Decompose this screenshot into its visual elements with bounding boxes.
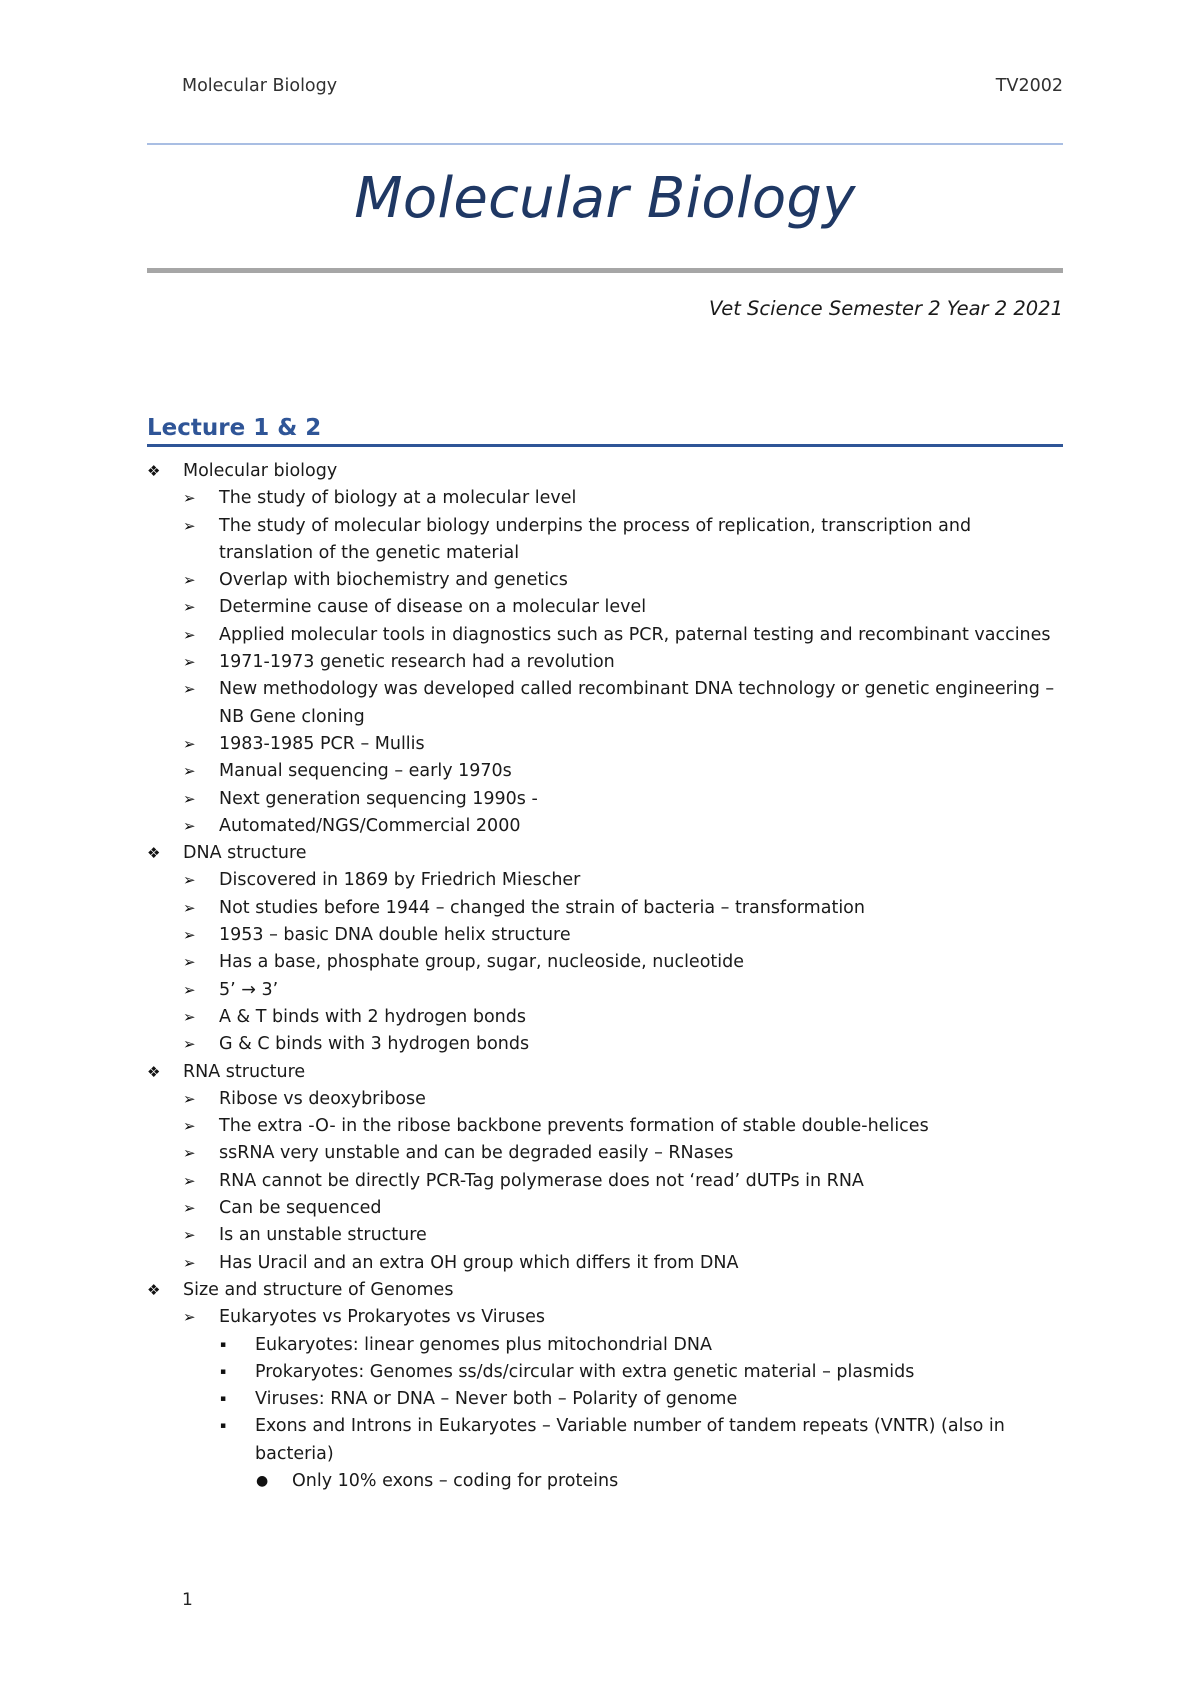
list-item-text: Is an unstable structure [219,1225,427,1246]
list-item [147,1250,1063,1277]
notes-content [147,458,1063,1495]
list-item [147,1168,1063,1195]
list-item [147,622,1063,649]
list-item-text: 1971-1973 genetic research had a revolution [219,652,615,673]
arrowhead-bullet-icon: ➢ [183,1035,196,1054]
arrowhead-bullet-icon: ➢ [183,1117,196,1136]
arrowhead-bullet-icon: ➢ [183,953,196,972]
arrowhead-bullet-icon: ➢ [183,516,196,535]
arrowhead-bullet-icon: ➢ [183,1199,196,1218]
list-item-text: Viruses: RNA or DNA – Never both – Polarity of genome [255,1389,738,1410]
running-header-course-code: TV2002 [995,76,1063,96]
list-item [147,1359,1063,1386]
list-item [147,676,1063,731]
list-item [147,1031,1063,1058]
list-item [147,1086,1063,1113]
list-item [147,813,1063,840]
list-item-text: The study of molecular biology underpins the process of replication, transcription and translation of the genetic material [219,515,972,563]
list-item [147,649,1063,676]
arrowhead-bullet-icon: ➢ [183,1007,196,1026]
arrowhead-bullet-icon: ➢ [183,598,196,617]
list-item-text: Has Uracil and an extra OH group which differs it from DNA [219,1252,739,1273]
arrowhead-bullet-icon: ➢ [183,926,196,945]
list-item [147,594,1063,621]
square-bullet-icon: ▪ [220,1366,227,1377]
list-item-text: Manual sequencing – early 1970s [219,761,512,782]
section-divider [147,444,1063,447]
header-divider [147,143,1063,145]
list-item [147,1059,1063,1086]
list-item-text: Only 10% exons – coding for proteins [292,1470,619,1491]
list-item-text: RNA structure [183,1061,306,1082]
arrowhead-bullet-icon: ➢ [183,1171,196,1190]
arrowhead-bullet-icon: ➢ [183,980,196,999]
arrowhead-bullet-icon: ➢ [183,734,196,753]
list-item-text: Eukaryotes vs Prokaryotes vs Viruses [219,1307,545,1328]
list-item-text: Automated/NGS/Commercial 2000 [219,815,521,836]
list-item [147,1277,1063,1304]
round-bullet-icon: ● [256,1472,269,1489]
arrowhead-bullet-icon: ➢ [183,1253,196,1272]
arrowhead-bullet-icon: ➢ [183,898,196,917]
list-item [147,1195,1063,1222]
list-item-text: Overlap with biochemistry and genetics [219,570,568,591]
list-item-text: Ribose vs deoxybribose [219,1088,426,1109]
list-item [147,1004,1063,1031]
list-item [147,458,1063,485]
list-item [147,1468,1063,1495]
list-item [147,1113,1063,1140]
arrowhead-bullet-icon: ➢ [183,789,196,808]
arrowhead-bullet-icon: ➢ [183,653,196,672]
title-divider [147,268,1063,273]
arrowhead-bullet-icon: ➢ [183,1144,196,1163]
list-item-text: The extra -O- in the ribose backbone prevents formation of stable double-helices [219,1116,929,1137]
arrowhead-bullet-icon: ➢ [183,871,196,890]
list-item [147,786,1063,813]
diamond-bullet-icon: ❖ [147,1062,161,1081]
diamond-bullet-icon: ❖ [147,844,161,863]
list-item-text: RNA cannot be directly PCR-Tag polymerase does not ‘read’ dUTPs in RNA [219,1170,864,1191]
arrowhead-bullet-icon: ➢ [183,625,196,644]
list-item-text: 5’ → 3’ [219,979,279,1000]
list-item [147,867,1063,894]
diamond-bullet-icon: ❖ [147,1280,161,1299]
list-item-text: Prokaryotes: Genomes ss/ds/circular with extra genetic material – plasmids [255,1361,915,1382]
list-item-text: Eukaryotes: linear genomes plus mitochondrial DNA [255,1334,712,1355]
page-number: 1 [182,1590,193,1610]
list-item-text: Discovered in 1869 by Friedrich Miescher [219,870,581,891]
bullet-list [147,458,1063,1495]
arrowhead-bullet-icon: ➢ [183,489,196,508]
list-item [147,1386,1063,1413]
list-item [147,1413,1063,1468]
list-item-text: The study of biology at a molecular level [219,488,577,509]
list-item-text: ssRNA very unstable and can be degraded easily – RNases [219,1143,734,1164]
square-bullet-icon: ▪ [220,1421,227,1432]
list-item-text: Exons and Introns in Eukaryotes – Variable number of tandem repeats (VNTR) (also in bacteria) [255,1416,1005,1464]
list-item [147,731,1063,758]
arrowhead-bullet-icon: ➢ [183,1308,196,1327]
list-item [147,513,1063,568]
diamond-bullet-icon: ❖ [147,462,161,480]
list-item-text: DNA structure [183,843,307,864]
square-bullet-icon: ▪ [220,1394,227,1405]
list-item-text: Can be sequenced [219,1198,382,1219]
document-title: Molecular Biology [354,166,856,231]
list-item-text: 1983-1985 PCR – Mullis [219,733,425,754]
list-item [147,1222,1063,1249]
list-item [147,1332,1063,1359]
list-item [147,949,1063,976]
list-item [147,1140,1063,1167]
list-item [147,485,1063,512]
list-item-text: Size and structure of Genomes [183,1279,454,1300]
list-item-text: 1953 – basic DNA double helix structure [219,925,571,946]
list-item [147,895,1063,922]
list-item [147,1304,1063,1331]
list-item-text: G & C binds with 3 hydrogen bonds [219,1034,530,1055]
list-item-text: Determine cause of disease on a molecular level [219,597,647,618]
list-item-text: New methodology was developed called recombinant DNA technology or genetic engineering – NB Gene cloning [219,679,1055,727]
square-bullet-icon: ▪ [220,1339,227,1350]
list-item [147,977,1063,1004]
list-item [147,840,1063,867]
document-subtitle: Vet Science Semester 2 Year 2 2021 [709,297,1063,320]
arrowhead-bullet-icon: ➢ [183,762,196,781]
list-item-text: Applied molecular tools in diagnostics such as PCR, paternal testing and recombinant vaccines [219,624,1051,645]
arrowhead-bullet-icon: ➢ [183,816,196,835]
arrowhead-bullet-icon: ➢ [183,1226,196,1245]
list-item-text: Next generation sequencing 1990s - [219,788,538,809]
arrowhead-bullet-icon: ➢ [183,1089,196,1108]
arrowhead-bullet-icon: ➢ [183,680,196,699]
arrowhead-bullet-icon: ➢ [183,571,196,590]
list-item [147,758,1063,785]
list-item-text: Has a base, phosphate group, sugar, nucleoside, nucleotide [219,952,744,973]
list-item-text: Not studies before 1944 – changed the strain of bacteria – transformation [219,897,865,918]
running-header-title: Molecular Biology [182,76,338,96]
list-item [147,567,1063,594]
list-item-text: A & T binds with 2 hydrogen bonds [219,1006,526,1027]
list-item [147,922,1063,949]
list-item-text: Molecular biology [183,461,338,481]
section-heading: Lecture 1 & 2 [147,415,322,441]
